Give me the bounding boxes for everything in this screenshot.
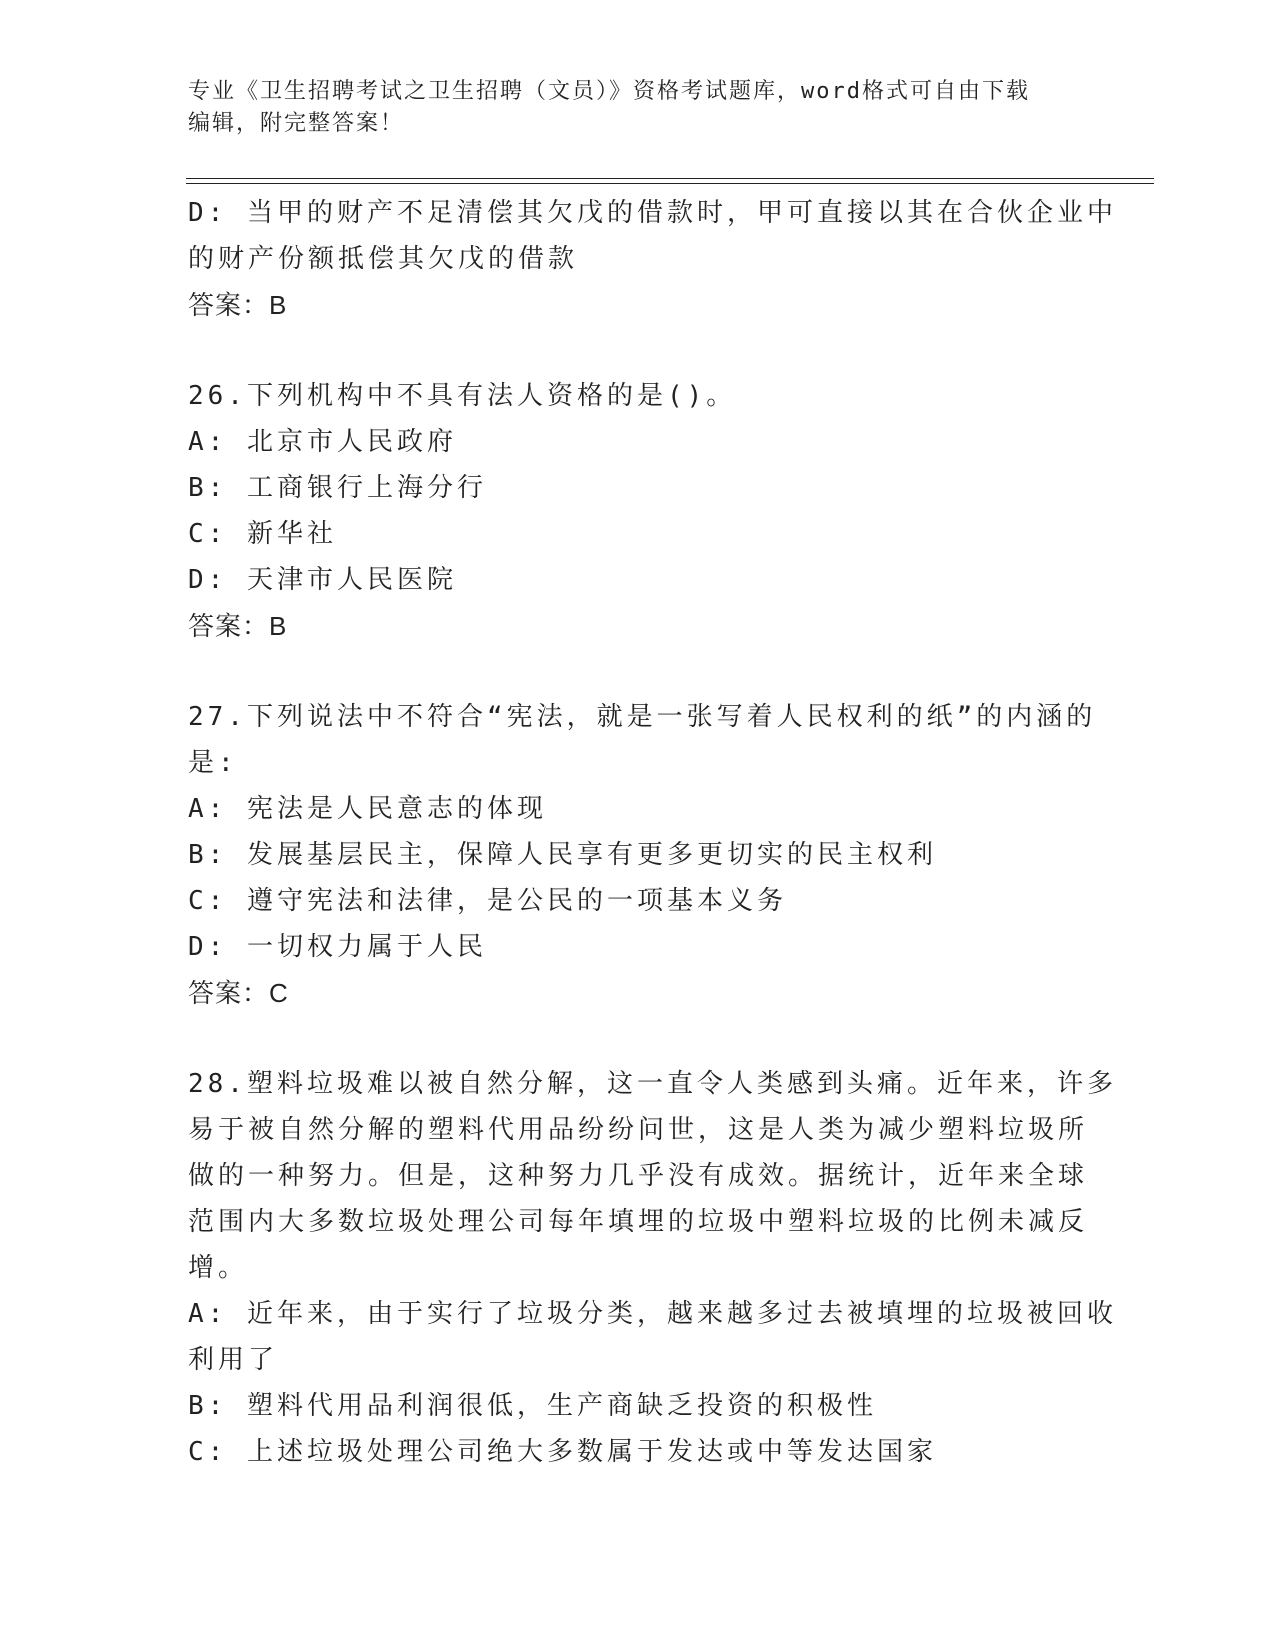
question-stem-line-1: 28.塑料垃圾难以被自然分解，这一直令人类感到头痛。近年来，许多: [188, 1069, 1117, 1099]
option-d: D: 天津市人民医院: [188, 565, 457, 595]
option-d-line-1: D: 当甲的财产不足清偿其欠戊的借款时，甲可直接以其在合伙企业中: [188, 198, 1117, 228]
question-content: [188, 190, 1117, 1475]
answer-label: 答案：B: [188, 611, 288, 641]
question-stem-line-5: 增。: [188, 1253, 249, 1283]
option-b: B: 塑料代用品利润很低，生产商缺乏投资的积极性: [188, 1391, 877, 1421]
header-divider-top: [186, 178, 1154, 179]
header-title-line-2: 编辑，附完整答案！: [188, 111, 405, 136]
option-b: B: 发展基层民主，保障人民享有更多更切实的民主权利: [188, 840, 937, 870]
document-header: [188, 76, 1088, 140]
option-a: A: 宪法是人民意志的体现: [188, 794, 547, 824]
option-a: A: 北京市人民政府: [188, 427, 457, 457]
question-27: [188, 694, 1097, 1016]
answer-label: 答案：C: [188, 978, 289, 1008]
option-d-line-2: 的财产份额抵偿其欠戊的借款: [188, 244, 579, 274]
header-divider-bottom: [186, 183, 1154, 184]
option-a-line-1: A: 近年来，由于实行了垃圾分类，越来越多过去被填埋的垃圾被回收: [188, 1299, 1117, 1329]
spacer: [188, 328, 1088, 373]
header-title-line-1: 专业《卫生招聘考试之卫生招聘（文员）》资格考试题库，word格式可自由下载: [188, 79, 1030, 104]
option-c: C: 遵守宪法和法律，是公民的一项基本义务: [188, 886, 787, 916]
question-stem-line-2: 易于被自然分解的塑料代用品纷纷问世，这是人类为减少塑料垃圾所: [188, 1115, 1089, 1145]
question-stem-line-1: 27.下列说法中不符合“宪法，就是一张写着人民权利的纸”的内涵的: [188, 702, 1097, 732]
spacer: [188, 649, 1088, 694]
question-28: [188, 1061, 1117, 1475]
option-d: D: 一切权力属于人民: [188, 932, 487, 962]
question-stem: 26.下列机构中不具有法人资格的是()。: [188, 381, 737, 411]
question-26: [188, 373, 1088, 649]
answer-label: 答案：B: [188, 290, 288, 320]
previous-question-tail: [188, 190, 1117, 328]
question-stem-line-4: 范围内大多数垃圾处理公司每年填埋的垃圾中塑料垃圾的比例未减反: [188, 1207, 1089, 1237]
option-a-line-2: 利用了: [188, 1345, 279, 1375]
option-c: C: 上述垃圾处理公司绝大多数属于发达或中等发达国家: [188, 1437, 937, 1467]
spacer: [188, 1016, 1088, 1061]
option-c: C: 新华社: [188, 519, 337, 549]
question-stem-line-2: 是:: [188, 748, 238, 778]
question-stem-line-3: 做的一种努力。但是，这种努力几乎没有成效。据统计，近年来全球: [188, 1161, 1089, 1191]
option-b: B: 工商银行上海分行: [188, 473, 487, 503]
